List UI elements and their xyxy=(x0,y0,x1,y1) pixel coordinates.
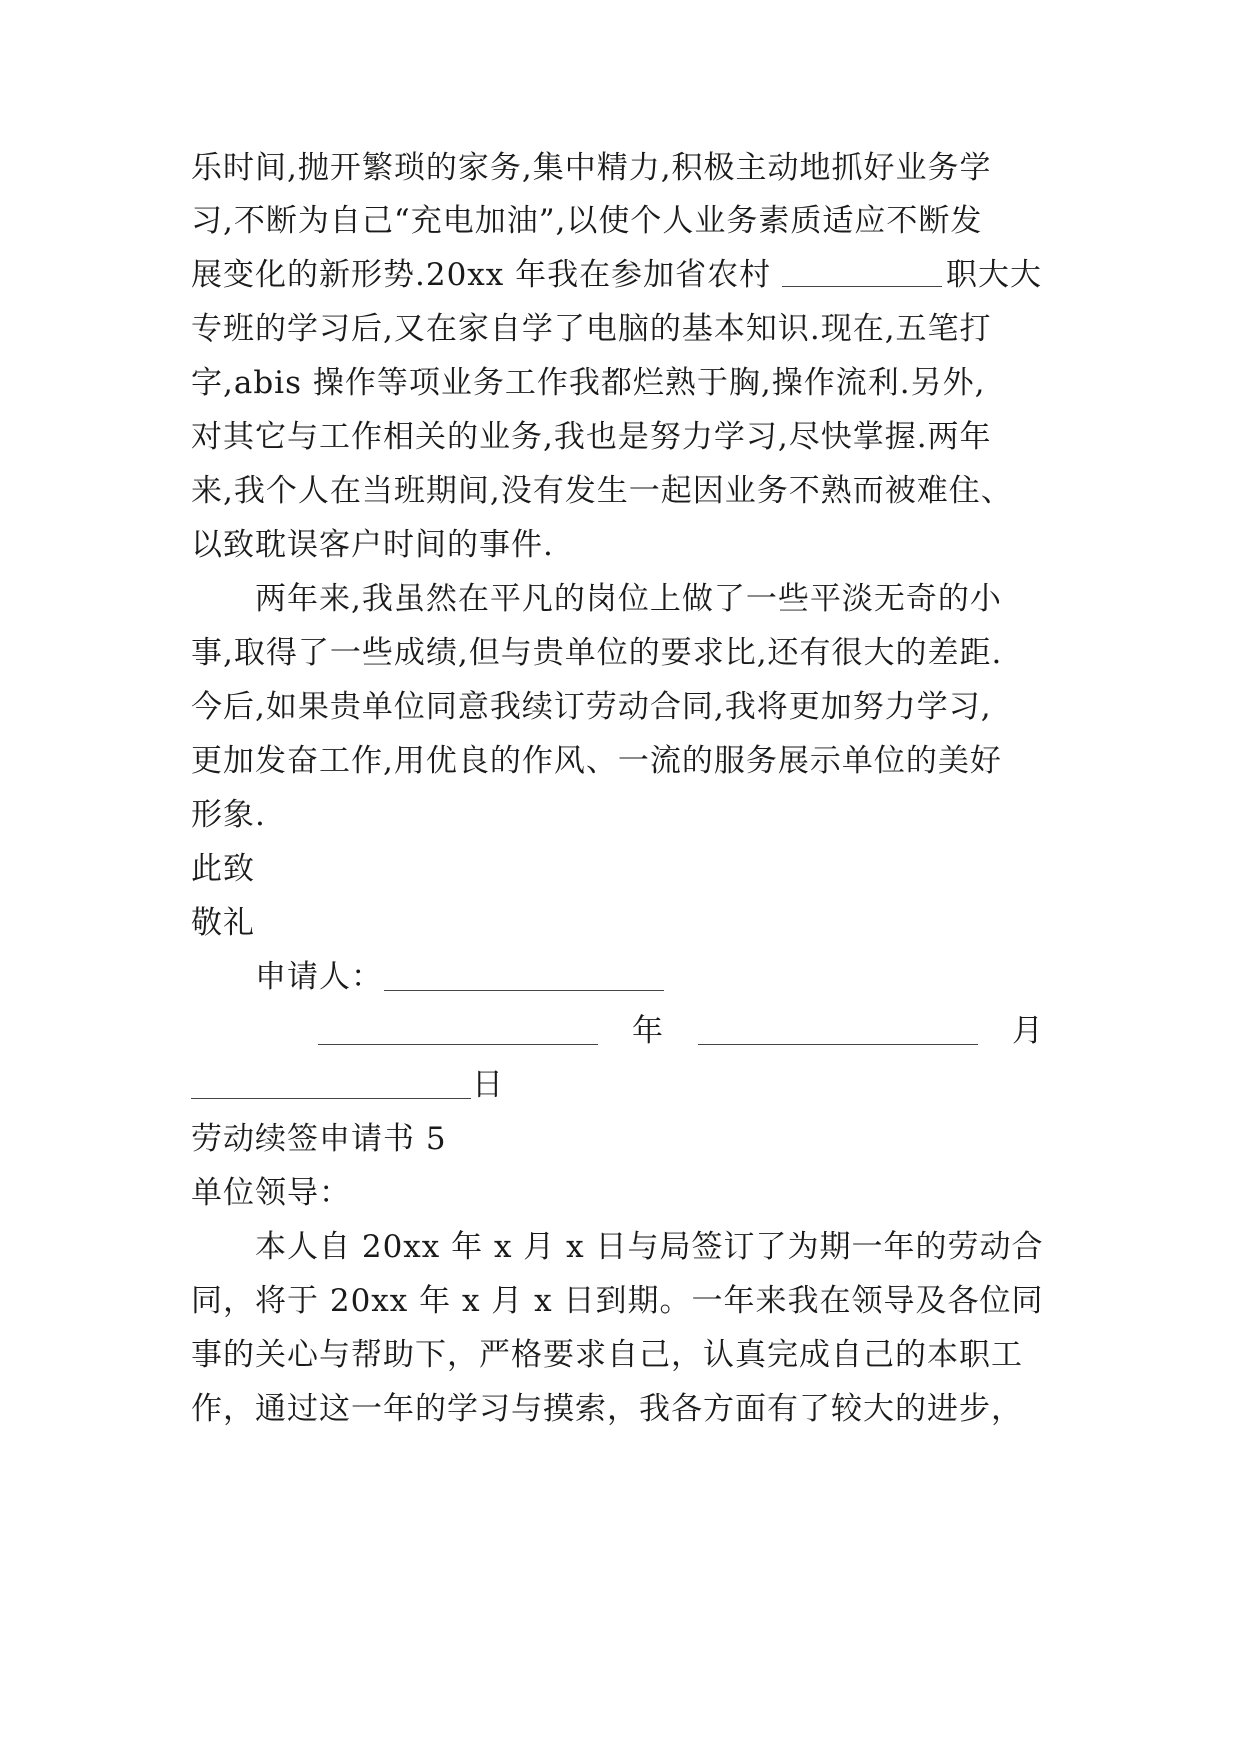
body-line-3-right: 职大大 xyxy=(946,257,1042,293)
body-line-6: 对其它与工作相关的业务,我也是努力学习,尽快掌握.两年 xyxy=(191,419,992,455)
section-title: 劳动续签申请书 5 xyxy=(191,1121,447,1157)
body-line-7: 来,我个人在当班期间,没有发生一起因业务不熟而被难住、 xyxy=(191,473,1013,509)
month-label: 月 xyxy=(1012,1013,1044,1049)
body-line-4: 专班的学习后,又在家自学了电脑的基本知识.现在,五笔打 xyxy=(191,311,992,347)
body-line-9: 两年来,我虽然在平凡的岗位上做了一些平淡无奇的小 xyxy=(255,581,1002,617)
applicant-blank xyxy=(384,962,664,991)
applicant-label: 申请人： xyxy=(255,959,383,995)
body-line-15: 同，将于 20xx 年 x 月 x 日到期。一年来我在领导及各位同 xyxy=(191,1283,1044,1319)
fill-in-blank-program xyxy=(782,258,942,287)
body-line-17: 作，通过这一年的学习与摸索，我各方面有了较大的进步， xyxy=(191,1391,1023,1427)
body-line-10: 事,取得了一些成绩,但与贵单位的要求比,还有很大的差距. xyxy=(191,635,1003,671)
body-line-14: 本人自 20xx 年 x 月 x 日与局签订了为期一年的劳动合 xyxy=(255,1229,1044,1265)
month-blank xyxy=(698,1016,978,1045)
body-line-13: 形象. xyxy=(191,797,266,833)
body-line-8: 以致耽误客户时间的事件. xyxy=(191,527,554,563)
closing-salutation: 此致 xyxy=(191,851,255,887)
day-label: 日 xyxy=(472,1067,504,1103)
body-line-3-left: 展变化的新形势.20xx 年我在参加省农村 xyxy=(191,257,772,293)
closing-regards: 敬礼 xyxy=(191,905,255,941)
body-line-11: 今后,如果贵单位同意我续订劳动合同,我将更加努力学习, xyxy=(191,689,992,725)
year-blank xyxy=(318,1016,598,1045)
day-blank xyxy=(191,1070,471,1099)
body-line-5: 字,abis 操作等项业务工作我都烂熟于胸,操作流利.另外, xyxy=(191,365,986,401)
body-line-1: 乐时间,抛开繁琐的家务,集中精力,积极主动地抓好业务学 xyxy=(191,150,992,186)
year-label: 年 xyxy=(632,1013,664,1049)
body-line-2: 习,不断为自己“充电加油”,以使个人业务素质适应不断发 xyxy=(191,203,983,239)
body-line-12: 更加发奋工作,用优良的作风、一流的服务展示单位的美好 xyxy=(191,743,1002,779)
body-line-16: 事的关心与帮助下，严格要求自己，认真完成自己的本职工 xyxy=(191,1337,1023,1373)
addressee: 单位领导： xyxy=(191,1175,351,1211)
